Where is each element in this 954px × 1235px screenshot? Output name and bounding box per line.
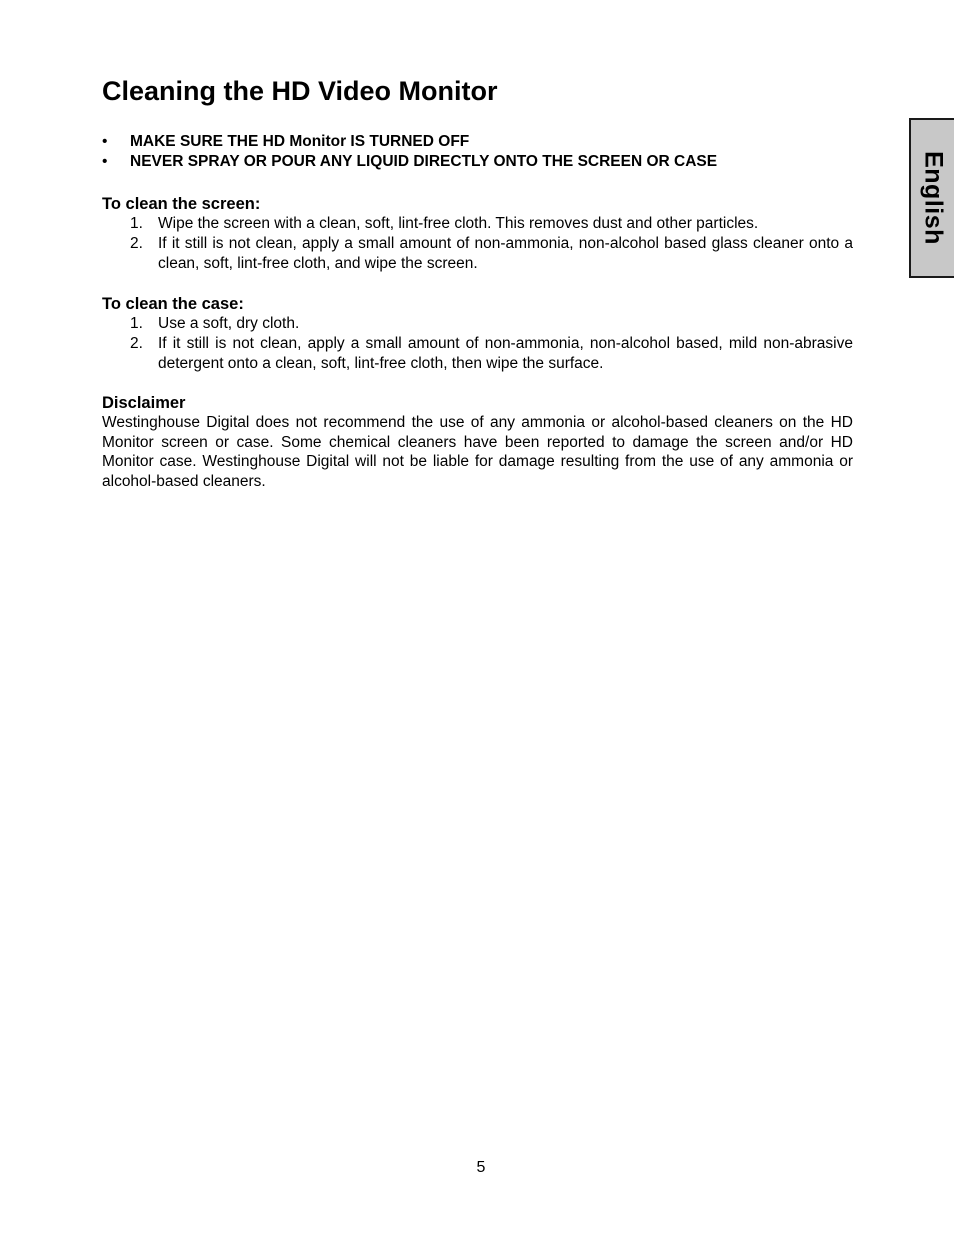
page-number: 5 bbox=[476, 1159, 486, 1176]
step-number: 2. bbox=[130, 235, 143, 252]
step-text: Use a soft, dry cloth. bbox=[158, 315, 300, 332]
language-tab bbox=[909, 118, 954, 278]
disclaimer-heading: Disclaimer bbox=[102, 394, 186, 412]
screen-cleaning-steps bbox=[102, 214, 853, 274]
step-number: 1. bbox=[130, 215, 143, 232]
warning-text: MAKE SURE THE HD Monitor IS TURNED OFF bbox=[130, 133, 470, 150]
step-text: If it still is not clean, apply a small amount of non-ammonia, non-alcohol based glass cleaner onto a clean, soft, lint-free cloth, and wipe the screen. bbox=[158, 235, 853, 272]
list-item bbox=[102, 334, 853, 374]
list-item bbox=[102, 214, 853, 234]
step-text: If it still is not clean, apply a small amount of non-ammonia, non-alcohol based, mild non-abrasive detergent onto a clean, soft, lint-free cloth, then wipe the surface. bbox=[158, 335, 853, 372]
page-title: Cleaning the HD Video Monitor bbox=[102, 76, 498, 106]
warning-item bbox=[102, 132, 862, 152]
step-number: 2. bbox=[130, 335, 143, 352]
list-item bbox=[102, 234, 853, 274]
bullet-icon: • bbox=[102, 133, 108, 150]
warning-list bbox=[102, 132, 862, 172]
screen-cleaning-heading: To clean the screen: bbox=[102, 195, 261, 213]
warning-item bbox=[102, 152, 862, 172]
case-cleaning-steps bbox=[102, 314, 853, 374]
warning-text: NEVER SPRAY OR POUR ANY LIQUID DIRECTLY ONTO THE SCREEN OR CASE bbox=[130, 153, 718, 170]
step-number: 1. bbox=[130, 315, 143, 332]
language-tab-label: English bbox=[919, 151, 947, 245]
disclaimer-text: Westinghouse Digital does not recommend the use of any ammonia or alcohol-based cleaners on the HD Monitor screen or case. Some chemical cleaners have been reported to damage the screen and/or HD Monitor case. Westinghouse Digital will not be liable for damage resulting from the use of any ammonia or alcohol-based cleaners. bbox=[102, 414, 853, 490]
step-text: Wipe the screen with a clean, soft, lint-free cloth. This removes dust and other particles. bbox=[158, 215, 759, 232]
bullet-icon: • bbox=[102, 153, 108, 170]
list-item bbox=[102, 314, 853, 334]
case-cleaning-heading: To clean the case: bbox=[102, 295, 244, 313]
